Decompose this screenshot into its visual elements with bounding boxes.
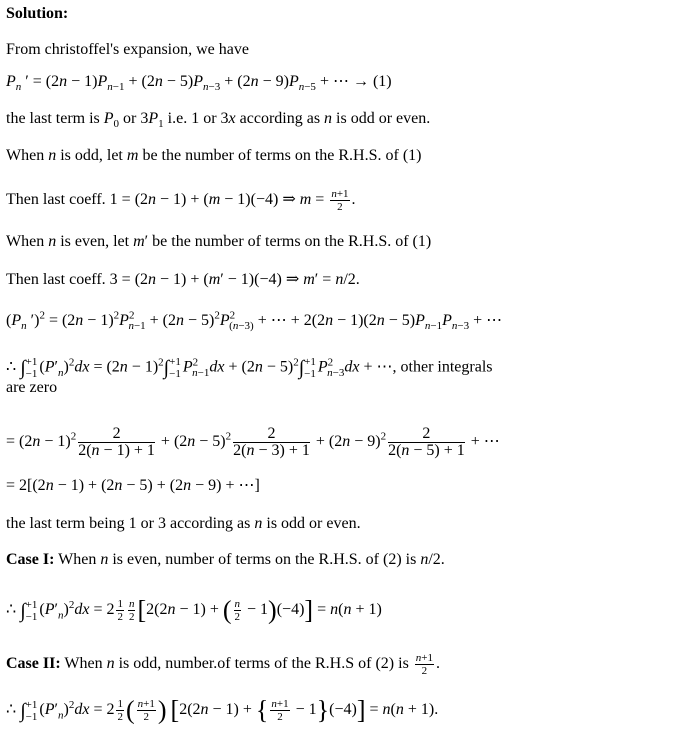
case-2-label: Case II: [6, 655, 61, 673]
even-case-text: When n is even, let m′ be the number of terms on the R.H.S. of (1) [6, 233, 432, 250]
fraction-equation: = $(2n - 1)^2$ $\frac{2}{2(n - 1) + 1}$ + $(2n - 5)^2$ $\frac{2}{2(n - 3) + 1}$ + $(2n - 9)^2$ $\frac{2}{2(n - 5) + 1}$ + ⋯ [6, 424, 500, 459]
even-coeff-equation: Then last coeff. 3 = (2n − 1) + (m′ − 1)(−4) ⇒ m′ = n/2. [6, 271, 360, 288]
case-2-result: ∴ ∫ +1 −1 $(P'_n)^2dx = 2$ $\frac{1}{2}$ ( $\frac{n+1}{2}$ ) [2(2n − 1) + { $\frac{n+1}{2}$ − 1}(−4)] = n(n + 1). [6, 695, 439, 725]
case-1-result: ∴ ∫ +1 −1 $(P'_n)^2dx = 2$ $\frac{1}{2}$ $\frac{n}{2}$ [2(2n − 1) + ( $\frac{n}{2}$ − 1)(−4)] = n(n + 1) [6, 595, 382, 625]
case-1-statement: Case I: When n is even, number of terms on the R.H.S. of (2) is n/2. [6, 551, 445, 568]
integral-line: ∴ ∫ +1 −1 $(P'_n)^2dx = (2n - 1)^2\int$ +1 −1 $P^2_{n-1}dx + (2n - 5)^2\int$ +1 −1 $P^2_{n-3}dx$ + ⋯, other integrals [6, 356, 493, 380]
odd-case-text: When n is odd, let m be the number of terms on the R.H.S. of (1) [6, 147, 422, 164]
odd-coeff-equation: Then last coeff. 1 = (2n − 1) + (m − 1)(−4) ⇒ m = $\frac{n+1}{2}$ . [6, 188, 356, 213]
last-term-being-text: the last term being 1 or 3 according as n is odd or even. [6, 515, 361, 532]
last-term-text: the last term is $P_0$ or $3P_1$ i.e. 1 or 3x according as n is odd or even. [6, 110, 431, 131]
case-1-label: Case I: [6, 551, 55, 568]
sum-equation: = 2[(2n − 1) + (2n − 5) + (2n − 9) + ⋯] [6, 477, 260, 494]
case-2-statement: Case II: When n is odd, number.of terms of the R.H.S of (2) is $\frac{n+1}{2}$ . [6, 652, 441, 677]
integral-line-cont: are zero [6, 379, 58, 396]
solution-heading: Solution: [6, 5, 69, 22]
equation-1: $P_n$ ′ = $(2n - 1)P_{n-1} + (2n - 5)P_{n-3} + (2n - 9)P_{n-5}$ + ⋯ → (1) [6, 73, 392, 94]
intro-text: From christoffel's expansion, we have [6, 41, 249, 58]
square-expansion: ($P_n$ $')^2 = (2n - 1)^2P^2_{n-1} + (2n - 5)^2P^2_{(n-3)}$ + ⋯ + $2(2n - 1)(2n - 5)P_{n-1}P_{n-3}$ + ⋯ [6, 309, 503, 333]
